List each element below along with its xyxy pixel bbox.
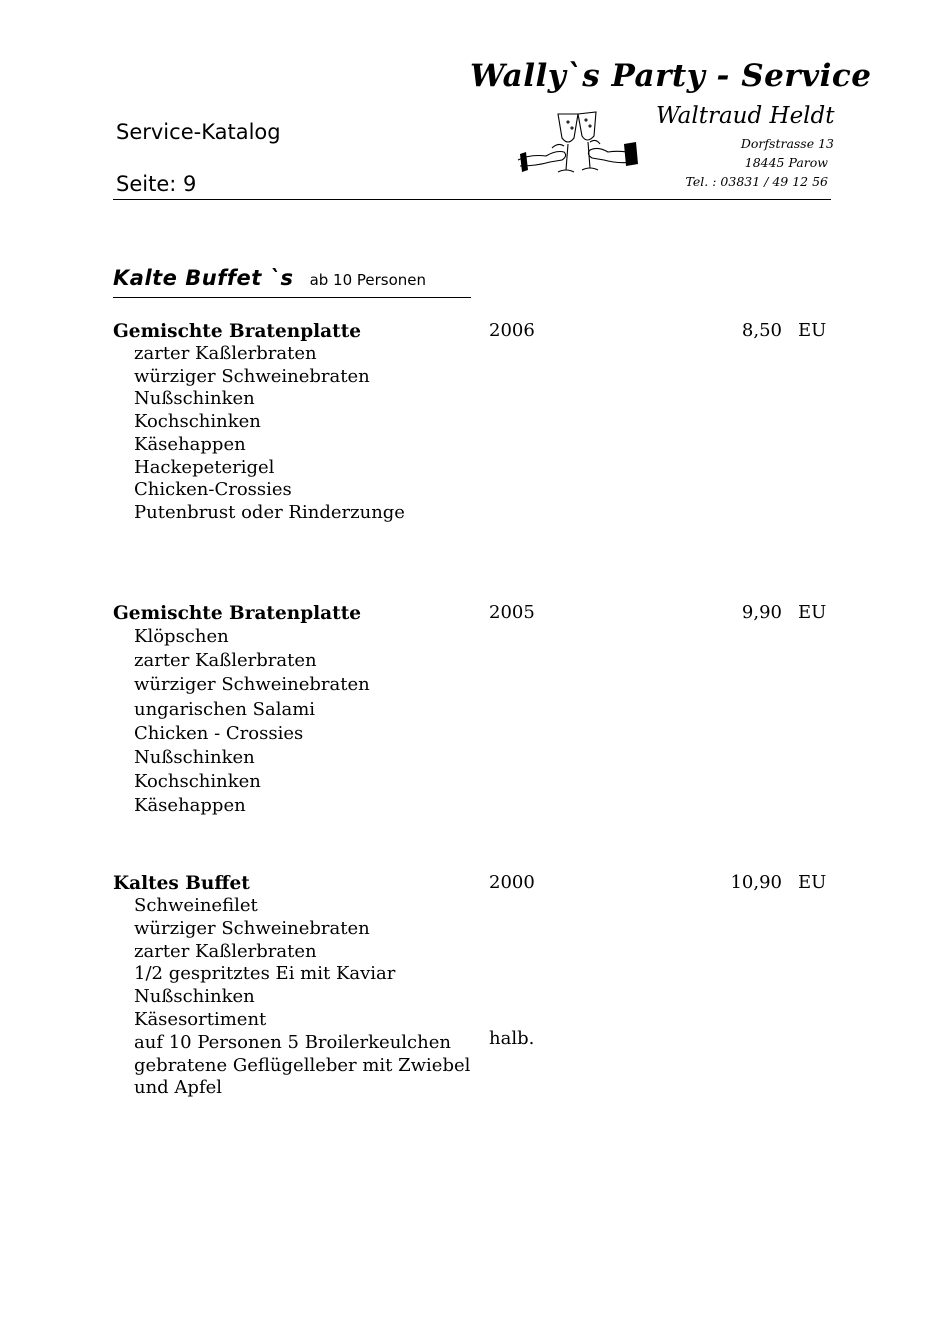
component: würziger Schweinebraten bbox=[134, 365, 370, 387]
component: würziger Schweinebraten bbox=[134, 917, 370, 939]
item-name: Gemischte Bratenplatte bbox=[113, 321, 362, 342]
page-number: Seite: 9 bbox=[116, 172, 197, 196]
section-subtitle: ab 10 Personen bbox=[309, 271, 427, 289]
section-title bbox=[113, 266, 426, 290]
menu-item bbox=[113, 602, 833, 819]
catalog-label: Service-Katalog bbox=[116, 120, 281, 144]
item-number: 2000 bbox=[489, 872, 535, 893]
item-components bbox=[113, 343, 833, 525]
brand-name: Wally`s Party - Service bbox=[470, 58, 872, 94]
item-note: halb. bbox=[489, 1028, 535, 1049]
champagne-toast-icon bbox=[516, 108, 638, 192]
item-components bbox=[113, 895, 833, 1100]
component: Nußschinken bbox=[134, 986, 255, 1008]
component: Kochschinken bbox=[134, 411, 261, 433]
header-rule bbox=[113, 199, 831, 200]
component: Nußschinken bbox=[134, 388, 255, 410]
component: zarter Kaßlerbraten bbox=[134, 343, 317, 364]
component: zarter Kaßlerbraten bbox=[134, 940, 317, 962]
item-components bbox=[113, 625, 833, 819]
component: Nußschinken bbox=[134, 747, 255, 769]
item-number: 2006 bbox=[489, 320, 535, 341]
component: Chicken - Crossies bbox=[134, 722, 304, 744]
component: Hackepeterigel bbox=[134, 456, 275, 478]
item-currency: EU bbox=[798, 872, 827, 893]
component: Käsesortiment bbox=[134, 1008, 267, 1030]
component: Schweinefilet bbox=[134, 895, 258, 916]
owner-name: Waltraud Heldt bbox=[656, 103, 835, 129]
address-street: Dorfstrasse 13 bbox=[740, 136, 834, 151]
component: gebratene Geflügelleber mit Zwiebel bbox=[134, 1054, 471, 1076]
item-number: 2005 bbox=[489, 602, 535, 623]
section-title-text: Kalte Buffet `s bbox=[113, 266, 294, 290]
item-currency: EU bbox=[798, 320, 827, 341]
component: zarter Kaßlerbraten bbox=[134, 650, 317, 672]
item-price: 8,50 bbox=[741, 320, 782, 341]
component: Chicken-Crossies bbox=[134, 479, 292, 501]
item-name: Kaltes Buffet bbox=[113, 873, 250, 894]
component: würziger Schweinebraten bbox=[134, 674, 370, 696]
address-city: 18445 Parow bbox=[744, 155, 828, 170]
component: Putenbrust oder Rinderzunge bbox=[134, 501, 405, 523]
component: Klöpschen bbox=[134, 626, 229, 647]
item-price: 9,90 bbox=[741, 602, 782, 623]
phone-number: Tel. : 03831 / 49 12 56 bbox=[685, 174, 828, 189]
item-currency: EU bbox=[798, 602, 827, 623]
item-price: 10,90 bbox=[730, 872, 782, 893]
section-rule bbox=[113, 297, 471, 298]
component: 1/2 gespritztes Ei mit Kaviar bbox=[134, 963, 396, 985]
component: Käsehappen bbox=[134, 433, 246, 455]
item-name: Gemischte Bratenplatte bbox=[113, 603, 362, 624]
component: Käsehappen bbox=[134, 795, 246, 817]
component: Kochschinken bbox=[134, 771, 261, 793]
menu-item bbox=[113, 872, 833, 1100]
component: und Apfel bbox=[134, 1077, 223, 1099]
component: auf 10 Personen 5 Broilerkeulchen bbox=[134, 1031, 451, 1053]
menu-item bbox=[113, 320, 833, 525]
component: ungarischen Salami bbox=[134, 698, 316, 720]
